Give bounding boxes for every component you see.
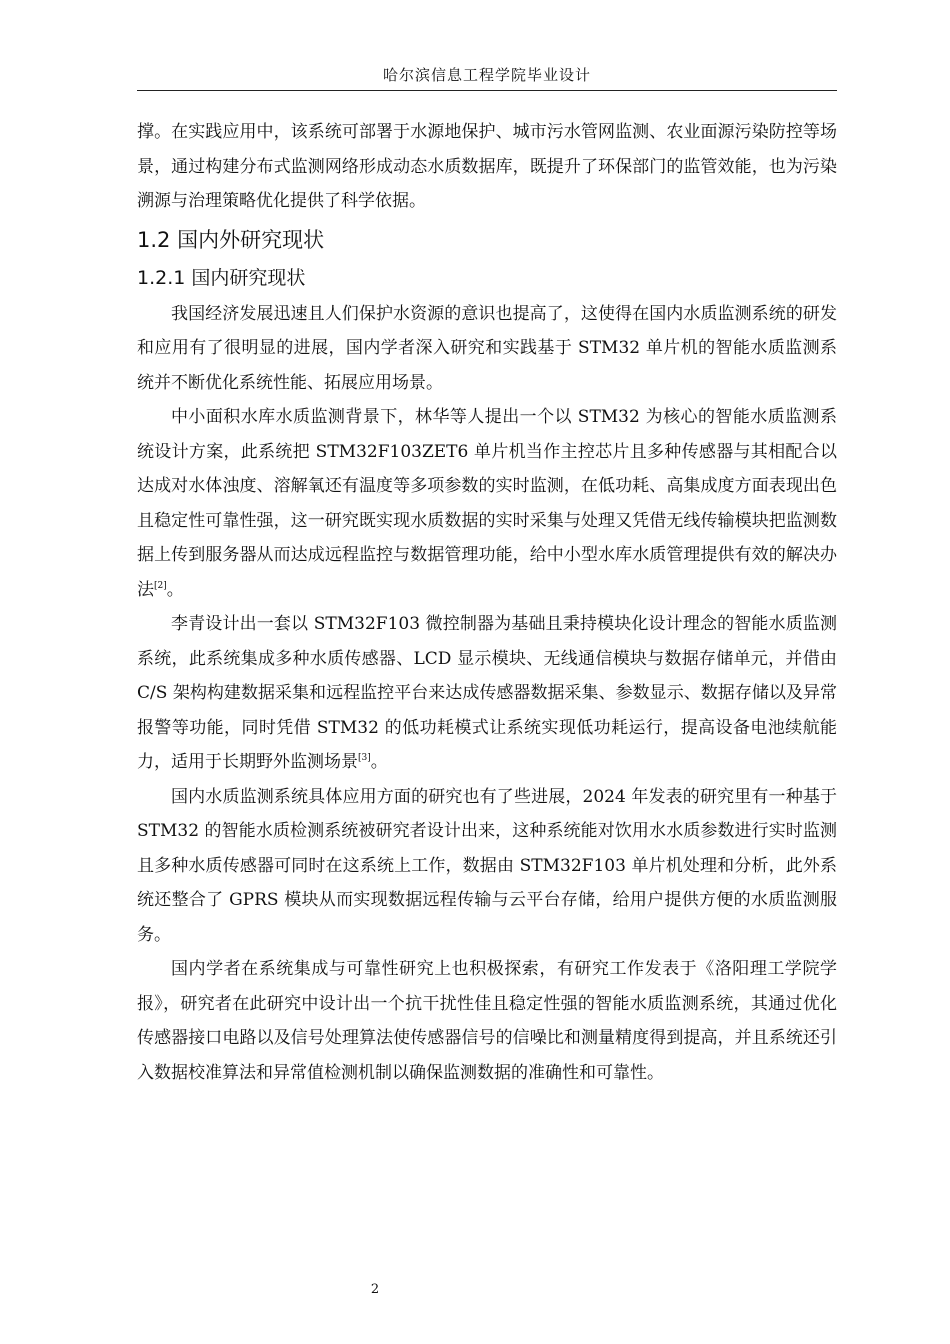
paragraph-5: 国内学者在系统集成与可靠性研究上也积极探索，有研究工作发表于《洛阳理工学院学报》，研究者在此研究中设计出一个抗干扰性佳且稳定性强的智能水质监测系统，其通过优化传感器接口电路以及信号处理算法使传感器信号的信噪比和测量精度得到提高，并且系统还引入数据校准算法和异常值检测机制以确保监测数据的准确性和可靠性。 [137,959,837,1083]
section-heading: 1.2 国内外研究现状 [137,227,325,252]
paragraph-continuation: 撑。在实践应用中，该系统可部署于水源地保护、城市污水管网监测、农业面源污染防控等场景，通过构建分布式监测网络形成动态水质数据库，既提升了环保部门的监管效能，也为污染溯源与治理策略优化提供了科学依据。 [137,122,837,211]
subsection-heading: 1.2.1 国内研究现状 [137,266,306,289]
header-title: 哈尔滨信息工程学院毕业设计 [382,66,591,84]
paragraph-2 [137,400,837,607]
citation-ref-2[interactable]: [2] [154,580,167,591]
page-number: 2 [370,1282,380,1297]
paragraph-4: 国内水质监测系统具体应用方面的研究也有了些进展，2024 年发表的研究里有一种基于 STM32 的智能水质检测系统被研究者设计出来，这种系统能对饮用水水质参数进行实时监测且多种水质传感器可同时在这系统上工作，数据由 STM32F103 单片机处理和分析，此外系统还整合了 GPRS 模块从而实现数据远程传输与云平台存储，给用户提供方便的水质监测服务。 [137,786,837,945]
paragraph-3 [137,607,837,780]
paragraph-1: 我国经济发展迅速且人们保护水资源的意识也提高了，这使得在国内水质监测系统的研发和应用有了很明显的进展，国内学者深入研究和实践基于 STM32 单片机的智能水质监测系统并不断优化系统性能、拓展应用场景。 [137,303,837,393]
paragraph-2-text: 中小面积水库水质监测背景下，林华等人提出一个以 STM32 为核心的智能水质监测系统设计方案，此系统把 STM32F103ZET6 单片机当作主控芯片且多种传感器与其相配合以达成对水体浊度、溶解氧还有温度等多项参数的实时监测，在低功耗、高集成度方面表现出色且稳定性可靠性强，这一研究既实现水质数据的实时采集与处理又凭借无线传输模块把监测数据上传到服务器从而达成远程监控与数据管理功能，给中小型水库水质管理提供有效的解决办法 [137,407,837,600]
body-content [137,115,837,1090]
citation-ref-3[interactable]: [3] [358,753,371,763]
paragraph-3-text: 李青设计出一套以 STM32F103 微控制器为基础且秉持模块化设计理念的智能水质监测系统，此系统集成多种水质传感器、LCD 显示模块、无线通信模块与数据存储单元，并借由 C/S 架构构建数据采集和远程监控平台来达成传感器数据采集、参数显示、数据存储以及异常报警等功能，同时凭借 STM32 的低功耗模式让系统实现低功耗运行，提高设备电池续航能力，适用于长期野外监测场景 [137,614,837,772]
page-header [137,64,837,91]
paragraph-3-end: 。 [370,752,388,772]
paragraph-2-end: 。 [166,579,184,600]
